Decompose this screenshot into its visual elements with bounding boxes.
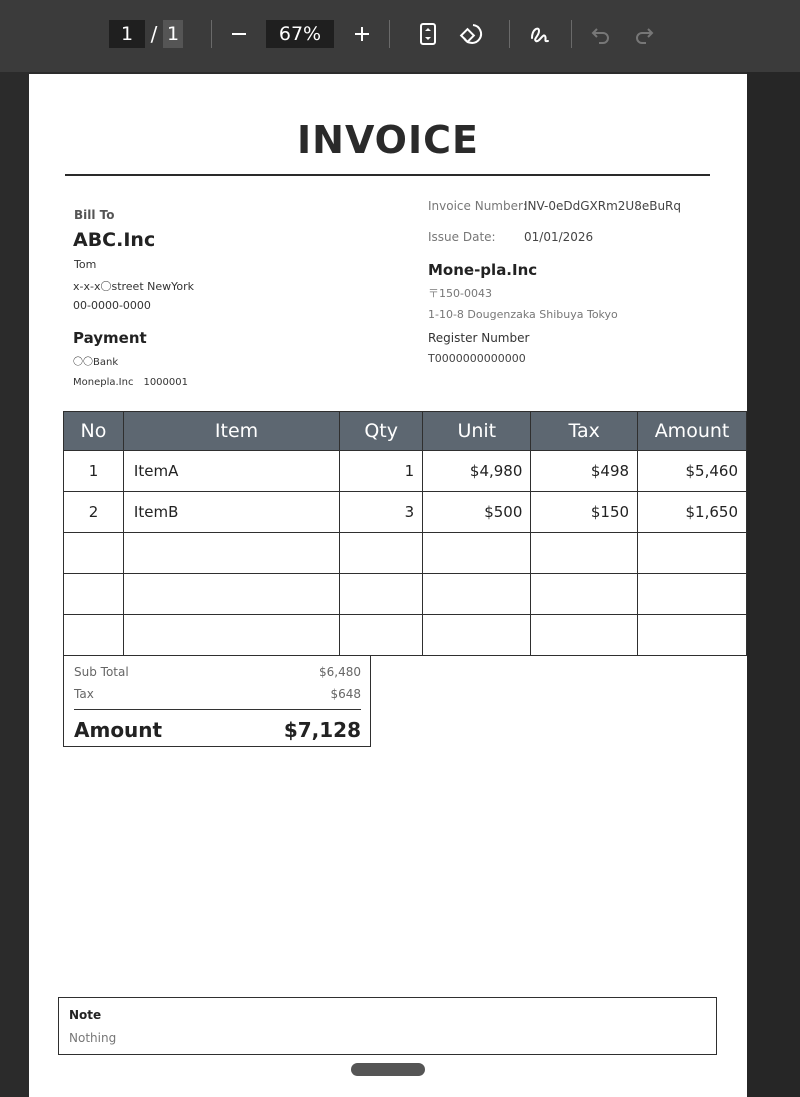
title-divider <box>65 174 710 176</box>
cell-amount: $5,460 <box>638 451 747 492</box>
note-box <box>58 997 717 1055</box>
note-label: Note <box>69 1008 102 1022</box>
cell-unit: $4,980 <box>423 451 531 492</box>
header-item: Item <box>123 412 339 451</box>
header-no: No <box>64 412 124 451</box>
items-table <box>63 411 747 656</box>
bill-to-phone: 00-0000-0000 <box>73 299 151 312</box>
register-number-label: Register Number <box>428 331 530 345</box>
cell-unit <box>423 615 531 656</box>
payment-label: Payment <box>73 329 147 347</box>
cell-no: 1 <box>64 451 124 492</box>
cell-tax <box>531 574 638 615</box>
header-unit: Unit <box>423 412 531 451</box>
undo-icon[interactable] <box>587 20 615 48</box>
header-qty: Qty <box>340 412 423 451</box>
cell-amount <box>638 615 747 656</box>
cell-tax: $150 <box>531 492 638 533</box>
table-row <box>64 492 747 533</box>
draw-icon[interactable] <box>526 20 554 48</box>
cell-qty <box>340 615 423 656</box>
table-row <box>64 451 747 492</box>
cell-no <box>64 533 124 574</box>
subtotal-value: $6,480 <box>319 665 361 679</box>
cell-qty: 3 <box>340 492 423 533</box>
rotate-icon[interactable] <box>457 20 485 48</box>
page-number-input[interactable]: 1 <box>109 20 145 48</box>
cell-unit <box>423 574 531 615</box>
bill-to-contact: Tom <box>74 258 97 271</box>
bill-to-company: ABC.Inc <box>73 229 156 251</box>
payment-bank: 〇〇Bank <box>73 357 119 368</box>
cell-item: ItemA <box>123 451 339 492</box>
cell-unit: $500 <box>423 492 531 533</box>
cell-amount: $1,650 <box>638 492 747 533</box>
amount-value: $7,128 <box>283 718 361 742</box>
issue-date: 01/01/2026 <box>524 230 594 244</box>
table-row <box>64 574 747 615</box>
cell-amount <box>638 533 747 574</box>
redo-icon[interactable] <box>630 20 658 48</box>
tax-value: $648 <box>330 687 361 701</box>
cell-tax <box>531 533 638 574</box>
cell-item <box>123 615 339 656</box>
bill-to-address: x-x-x〇street NewYork <box>73 280 195 293</box>
payment-account: Monepla.Inc 1000001 <box>73 377 188 388</box>
note-text: Nothing <box>69 1031 117 1045</box>
subtotal-row <box>74 665 361 679</box>
cell-tax <box>531 615 638 656</box>
issuer-postal: 〒150-0043 <box>428 287 492 300</box>
minus-icon[interactable] <box>225 20 253 48</box>
header-amount: Amount <box>638 412 747 451</box>
tax-row <box>74 687 361 701</box>
scroll-handle[interactable] <box>351 1063 425 1076</box>
amount-row <box>74 718 361 742</box>
invoice-number-label: Invoice Number: <box>428 199 527 213</box>
tax-label: Tax <box>74 687 94 701</box>
cell-item <box>123 574 339 615</box>
zoom-input[interactable]: 67% <box>266 20 334 48</box>
cell-amount <box>638 574 747 615</box>
invoice-page <box>29 74 747 1097</box>
table-header-row <box>64 412 747 451</box>
totals-divider <box>74 709 361 710</box>
toolbar-divider <box>389 20 390 48</box>
header-tax: Tax <box>531 412 638 451</box>
cell-unit <box>423 533 531 574</box>
totals-box <box>63 655 371 747</box>
cell-qty <box>340 533 423 574</box>
register-number: T0000000000000 <box>428 352 526 365</box>
pdf-toolbar <box>0 0 800 72</box>
cell-qty: 1 <box>340 451 423 492</box>
page-separator: / <box>150 22 158 46</box>
toolbar-divider <box>211 20 212 48</box>
cell-no <box>64 574 124 615</box>
page-total: 1 <box>163 20 183 48</box>
table-row <box>64 533 747 574</box>
cell-qty <box>340 574 423 615</box>
bill-to-label: Bill To <box>74 208 115 222</box>
cell-tax: $498 <box>531 451 638 492</box>
cell-no: 2 <box>64 492 124 533</box>
cell-item <box>123 533 339 574</box>
plus-icon[interactable] <box>348 20 376 48</box>
issue-date-label: Issue Date: <box>428 230 496 244</box>
toolbar-divider <box>571 20 572 48</box>
amount-label: Amount <box>74 718 163 742</box>
invoice-title: INVOICE <box>297 118 479 162</box>
cell-item: ItemB <box>123 492 339 533</box>
issuer-company: Mone-pla.Inc <box>428 261 538 279</box>
cell-no <box>64 615 124 656</box>
fit-page-icon[interactable] <box>414 20 442 48</box>
viewer-gutter <box>747 72 800 1097</box>
table-row <box>64 615 747 656</box>
issuer-address: 1-10-8 Dougenzaka Shibuya Tokyo <box>428 308 618 321</box>
toolbar-divider <box>509 20 510 48</box>
subtotal-label: Sub Total <box>74 665 129 679</box>
invoice-number: INV-0eDdGXRm2U8eBuRq <box>524 199 682 213</box>
